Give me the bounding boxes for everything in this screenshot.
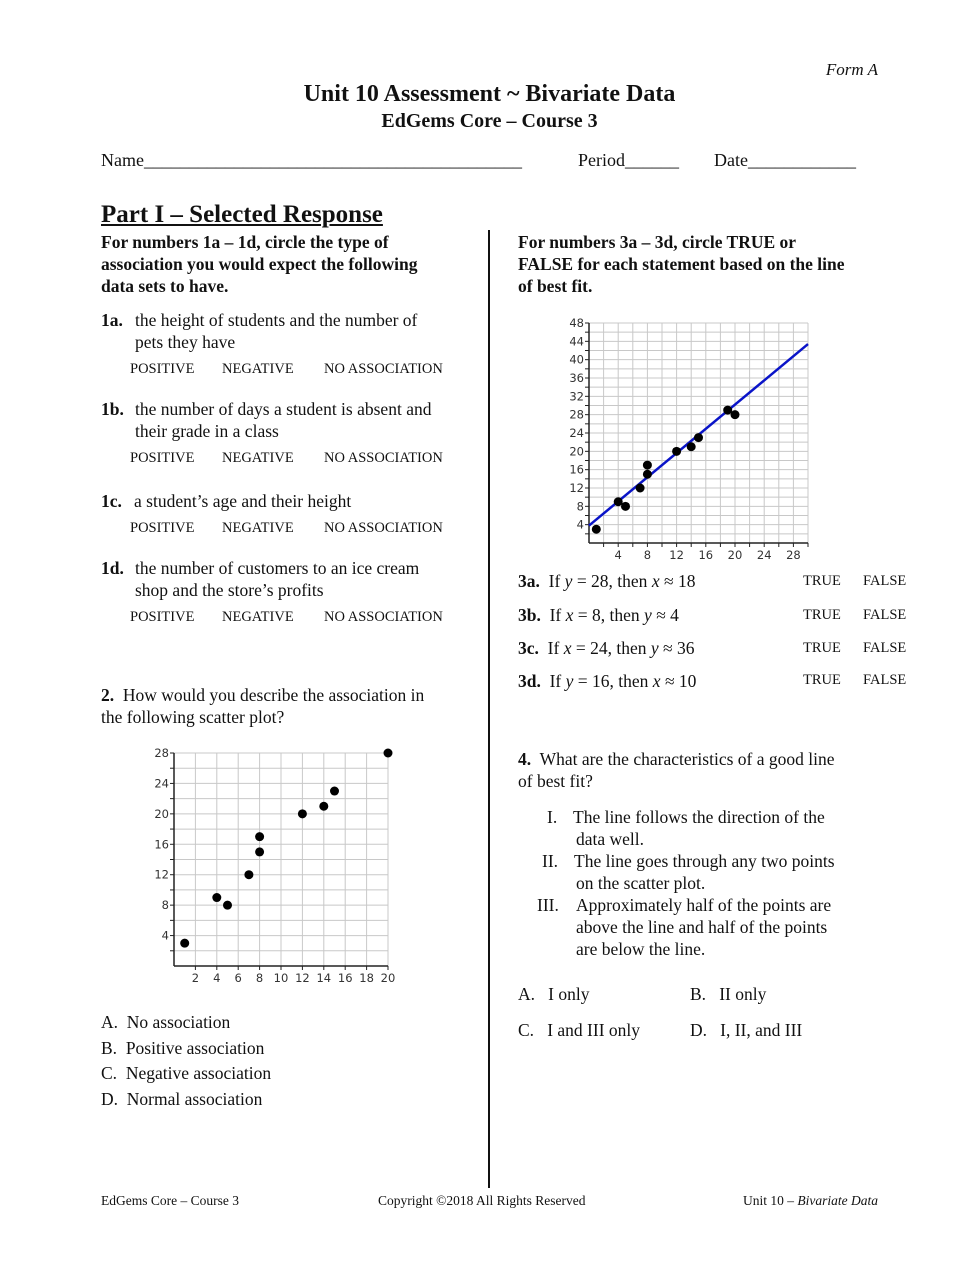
option-c[interactable]: C. Negative association [101,1063,272,1083]
question-text: their grade in a class [135,421,279,441]
data-point [180,939,189,948]
question-number: 4. [518,749,532,769]
question-text: the following scatter plot? [101,707,285,727]
name-field[interactable]: Name__________________________________________ [101,150,522,170]
question-3d: 3d. If y = 16, then x ≈ 10 [518,671,697,691]
option-a-q4[interactable]: A. I only [518,984,590,1004]
choice-false[interactable]: FALSE [863,607,907,623]
svg-text:12: 12 [569,481,584,495]
svg-text:2: 2 [191,971,200,985]
choice-positive[interactable]: POSITIVE [130,361,195,377]
svg-text:32: 32 [569,389,584,404]
svg-text:24: 24 [154,776,169,791]
svg-text:24: 24 [756,548,772,562]
data-point [621,502,630,511]
svg-text:28: 28 [569,407,584,422]
svg-text:40: 40 [569,352,584,367]
svg-text:12: 12 [669,548,684,562]
statement-3: III. Approximately half of the points are above the line and half of the points are below the line. [537,895,832,959]
svg-text:36: 36 [569,371,584,385]
svg-text:8: 8 [643,548,652,562]
question-text: shop and the store’s profits [135,580,324,600]
svg-text:16: 16 [698,548,714,562]
svg-text:16: 16 [337,971,353,985]
question-text: the number of days a student is absent and [135,399,432,419]
svg-text:8: 8 [255,971,264,985]
svg-text:4: 4 [614,548,622,562]
choice-negative[interactable]: NEGATIVE [222,361,294,377]
svg-text:20: 20 [727,548,743,562]
choice-positive[interactable]: POSITIVE [130,450,195,466]
page-title: Unit 10 Assessment ~ Bivariate Data [303,81,676,107]
data-point [330,787,339,796]
data-point [255,832,264,841]
svg-text:20: 20 [380,971,396,985]
option-a[interactable]: A. No association [101,1012,231,1032]
svg-text:4: 4 [213,971,221,985]
data-point [244,870,253,879]
section-title: Part I – Selected Response [101,201,383,228]
tf-3c [803,640,907,657]
svg-text:12: 12 [295,971,310,985]
data-point [223,901,232,910]
question-number: 1d. [101,558,124,578]
question-text: What are the characteristics of a good line [539,749,835,769]
instruction-line: For numbers 1a – 1d, circle the type of [101,232,389,252]
tf-3b [803,607,907,624]
footer-right: Unit 10 – Bivariate Data [742,1193,878,1208]
statement-1: I. The line follows the direction of the data well. [547,807,825,849]
instructions-q3 [518,231,908,297]
choice-no-association[interactable]: NO ASSOCIATION [324,450,443,466]
question-number: 1b. [101,399,124,419]
options-q2 [101,1010,271,1112]
question-3a: 3a. If y = 28, then x ≈ 18 [518,571,696,591]
question-text: the height of students and the number of [135,310,418,330]
svg-text:44: 44 [569,334,584,349]
svg-text:18: 18 [359,971,374,985]
q4-statements [518,806,898,960]
choice-false[interactable]: FALSE [863,672,907,688]
choice-no-association[interactable]: NO ASSOCIATION [324,609,443,625]
svg-text:20: 20 [154,806,169,821]
choice-positive[interactable]: POSITIVE [130,520,195,536]
question-4 [518,748,898,792]
data-point [643,470,652,479]
scatter-plot-q3 [569,316,808,562]
choice-false[interactable]: FALSE [863,640,907,656]
choice-negative[interactable]: NEGATIVE [222,450,294,466]
question-number: 1c. [101,491,122,511]
choice-true[interactable]: TRUE [803,607,841,623]
form-label: Form A [825,60,878,79]
option-b[interactable]: B. Positive association [101,1037,265,1058]
question-3c: 3c. If x = 24, then y ≈ 36 [518,638,695,658]
choice-true[interactable]: TRUE [803,672,841,688]
question-text: the number of customers to an ice cream [135,558,420,578]
choice-true[interactable]: TRUE [803,573,841,589]
question-text: pets they have [135,332,236,352]
question-text: a student’s age and their height [134,491,352,511]
option-c-q4[interactable]: C. I and III only [518,1020,641,1040]
svg-text:14: 14 [316,971,332,985]
instruction-line: FALSE for each statement based on the line [518,254,845,274]
tf-3a [803,573,907,590]
choice-false[interactable]: FALSE [863,573,907,589]
option-d-q4[interactable]: D. I, II, and III [690,1020,803,1040]
footer-center: Copyright ©2018 All Rights Reserved [378,1193,586,1208]
question-text: of best fit? [518,771,593,791]
data-point [319,802,328,811]
question-number: 1a. [101,310,123,330]
svg-text:10: 10 [273,971,289,985]
data-point [255,847,264,856]
svg-text:28: 28 [154,746,169,760]
data-point [687,442,696,451]
data-point [636,484,645,493]
svg-text:48: 48 [569,316,584,330]
scatter-plot-q2 [154,746,395,985]
data-point [384,749,393,758]
choice-negative[interactable]: NEGATIVE [222,520,294,536]
data-point [212,893,221,902]
tf-3d [803,672,907,689]
instruction-line: data sets to have. [101,276,229,296]
svg-text:8: 8 [161,898,169,913]
choice-no-association[interactable]: NO ASSOCIATION [324,520,443,536]
date-field[interactable]: Date____________ [714,150,856,170]
instruction-line: of best fit. [518,276,593,296]
instruction-line: For numbers 3a – 3d, circle TRUE or [518,232,797,252]
svg-text:16: 16 [569,462,584,477]
data-point [731,410,740,419]
option-b-q4[interactable]: B. II only [690,984,767,1004]
footer-left: EdGems Core – Course 3 [101,1193,239,1208]
statement-2: II. The line goes through any two points on the scatter plot. [542,851,835,893]
data-point [643,461,652,470]
period-field[interactable]: Period______ [578,150,679,170]
svg-text:4: 4 [161,928,169,943]
data-point [694,433,703,442]
data-point [298,809,307,818]
option-d[interactable]: D. Normal association [101,1088,263,1109]
svg-text:8: 8 [576,499,584,514]
svg-text:6: 6 [234,971,242,985]
svg-text:28: 28 [786,548,801,562]
question-text: How would you describe the association in [122,685,425,705]
choice-true[interactable]: TRUE [803,640,841,656]
svg-text:24: 24 [569,426,584,440]
instruction-line: association you would expect the following [101,254,418,274]
data-point [592,525,601,534]
svg-text:4: 4 [576,517,584,532]
data-point [672,447,681,456]
question-3b: 3b. If x = 8, then y ≈ 4 [518,605,679,625]
question-number: 2. [101,685,115,705]
page-subtitle: EdGems Core – Course 3 [381,110,598,132]
svg-text:12: 12 [154,867,169,882]
choice-no-association[interactable]: NO ASSOCIATION [324,361,443,377]
choice-negative[interactable]: NEGATIVE [222,609,294,625]
svg-text:16: 16 [154,837,169,852]
svg-text:20: 20 [569,444,584,459]
choice-positive[interactable]: POSITIVE [130,609,195,625]
